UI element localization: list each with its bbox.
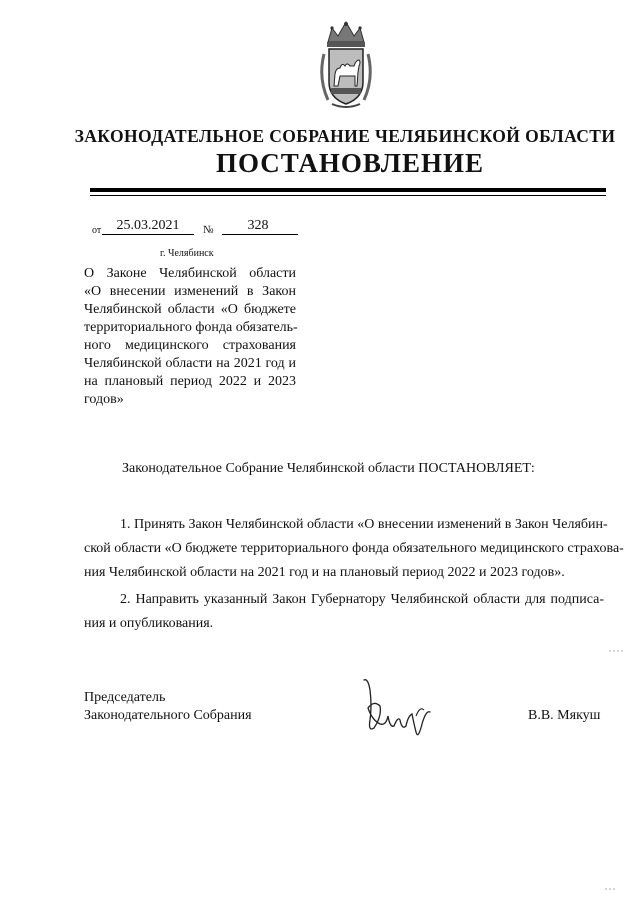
date-underline (102, 234, 194, 235)
item-1-line: ния Челябинской области на 2021 год и на плановый период 2022 и 2023 годов». (84, 565, 565, 580)
handwritten-signature-icon (356, 676, 440, 746)
header-rule-thick (90, 188, 606, 192)
subject-line: «О внесении изменений в Закон (84, 284, 296, 299)
document-type-title: ПОСТАНОВЛЕНИЕ (215, 148, 485, 178)
subject-line: годов» (84, 392, 124, 407)
date-prefix: от (92, 225, 102, 236)
item-2-line: 2. Направить указанный Закон Губернатору Челябинской области для подписа- (120, 592, 604, 607)
signatory-name: В.В. Мякуш (528, 708, 601, 723)
document-city: г. Челябинск (160, 248, 214, 259)
item-1-line: ской области «О бюджете территориального фонда обязательного медицинского страхова- (84, 541, 624, 556)
resolution-preamble: Законодательное Собрание Челябинской области ПОСТАНОВЛЯЕТ: (122, 461, 535, 476)
organization-name: ЗАКОНОДАТЕЛЬНОЕ СОБРАНИЕ ЧЕЛЯБИНСКОЙ ОБЛАСТИ (74, 126, 616, 146)
subject-line: территориального фонда обязатель- (84, 320, 298, 335)
number-prefix: № (203, 224, 214, 236)
subject-line: ного медицинского страхования (84, 338, 296, 353)
coat-of-arms-icon (318, 18, 374, 110)
document-number: 328 (247, 218, 269, 233)
subject-line: О Законе Челябинской области (84, 266, 296, 281)
subject-line: Челябинской области на 2021 год и (84, 356, 296, 371)
signatory-position: Председатель (84, 690, 166, 705)
subject-line: Челябинской области «О бюджете (84, 302, 296, 317)
item-1-line: 1. Принять Закон Челябинской области «О внесении изменений в Закон Челябин- (120, 517, 608, 532)
document-subject (84, 265, 296, 409)
subject-line: на плановый период 2022 и 2023 (84, 374, 296, 389)
scan-artifact (604, 886, 618, 892)
number-underline (222, 234, 298, 235)
scan-artifact (608, 648, 626, 654)
item-2-line: ния и опубликования. (84, 616, 214, 631)
header-rule-thin (90, 195, 606, 196)
document-date: 25.03.2021 (116, 218, 180, 233)
signatory-position: Законодательного Собрания (84, 708, 252, 723)
